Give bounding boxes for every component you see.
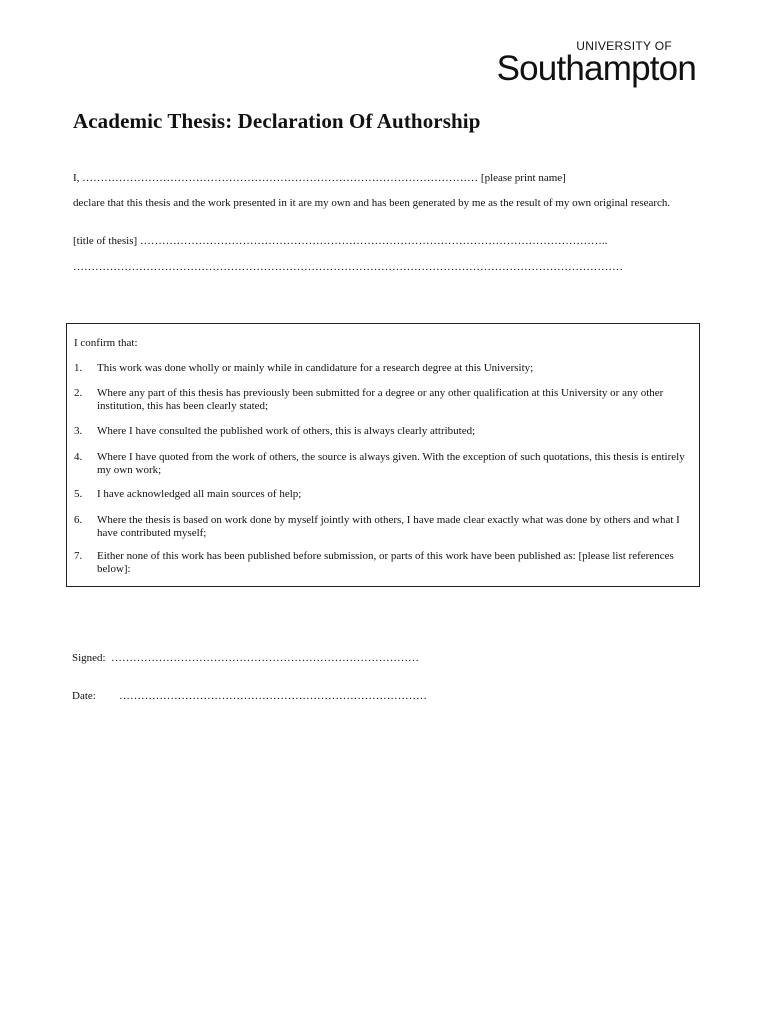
- list-item-text: This work was done wholly or mainly while in candidature for a research degree at this University;: [97, 362, 534, 374]
- list-item: [74, 425, 694, 438]
- list-item: [74, 514, 694, 539]
- list-item-number: 1.: [74, 362, 83, 374]
- list-item-number: 5.: [74, 488, 83, 500]
- thesis-title-line: [title of thesis] ………………………………………………………………………………………………………………..: [73, 235, 608, 247]
- list-item-text: I have acknowledged all main sources of help;: [97, 488, 302, 500]
- list-item-text: Where the thesis is based on work done by myself jointly with others, I have made clear exactly what was done by others and what I have contributed myself;: [97, 514, 680, 539]
- confirm-heading: I confirm that:: [74, 337, 138, 349]
- declaration-text: declare that this thesis and the work presented in it are my own and has been generated by me as the result of my own original research.: [73, 197, 671, 209]
- list-item-number: 4.: [74, 451, 83, 463]
- list-item: [74, 387, 694, 412]
- list-item: [74, 488, 694, 501]
- list-item-number: 7.: [74, 550, 83, 562]
- list-item-text: Where I have quoted from the work of others, the source is always given. With the exception of such quotations, this thesis is entirely my own work;: [97, 451, 685, 476]
- list-item-number: 3.: [74, 425, 83, 437]
- confirmation-box: [66, 323, 700, 587]
- list-item-number: 6.: [74, 514, 83, 526]
- list-item: [74, 451, 694, 476]
- list-item-text: Where any part of this thesis has previously been submitted for a degree or any other qualification at this University or any other institution, this has been clearly stated;: [97, 387, 664, 412]
- list-item-number: 2.: [74, 387, 83, 399]
- logo-southampton: Southampton: [496, 49, 696, 88]
- page-title: Academic Thesis: Declaration Of Authorship: [73, 109, 481, 133]
- signed-label: Signed:: [72, 652, 106, 664]
- list-item-text: Where I have consulted the published work of others, this is always clearly attributed;: [97, 425, 476, 437]
- list-item: [74, 362, 694, 375]
- thesis-title-continuation-line: ……………………………………………………………………………………………………………………………………: [73, 261, 623, 273]
- date-label: Date:: [72, 690, 96, 702]
- print-name-line: I, ……………………………………………………………………………………………… [please print name]: [73, 172, 566, 184]
- list-item-text: Either none of this work has been published before submission, or parts of this work have been published as: [please list references below]:: [97, 550, 674, 575]
- university-logo: [497, 40, 696, 86]
- list-item: [74, 550, 694, 575]
- date-line: …………………………………………………………………………: [119, 690, 427, 702]
- signed-line: …………………………………………………………………………: [111, 652, 419, 664]
- logo-university-of: UNIVERSITY OF: [576, 39, 672, 53]
